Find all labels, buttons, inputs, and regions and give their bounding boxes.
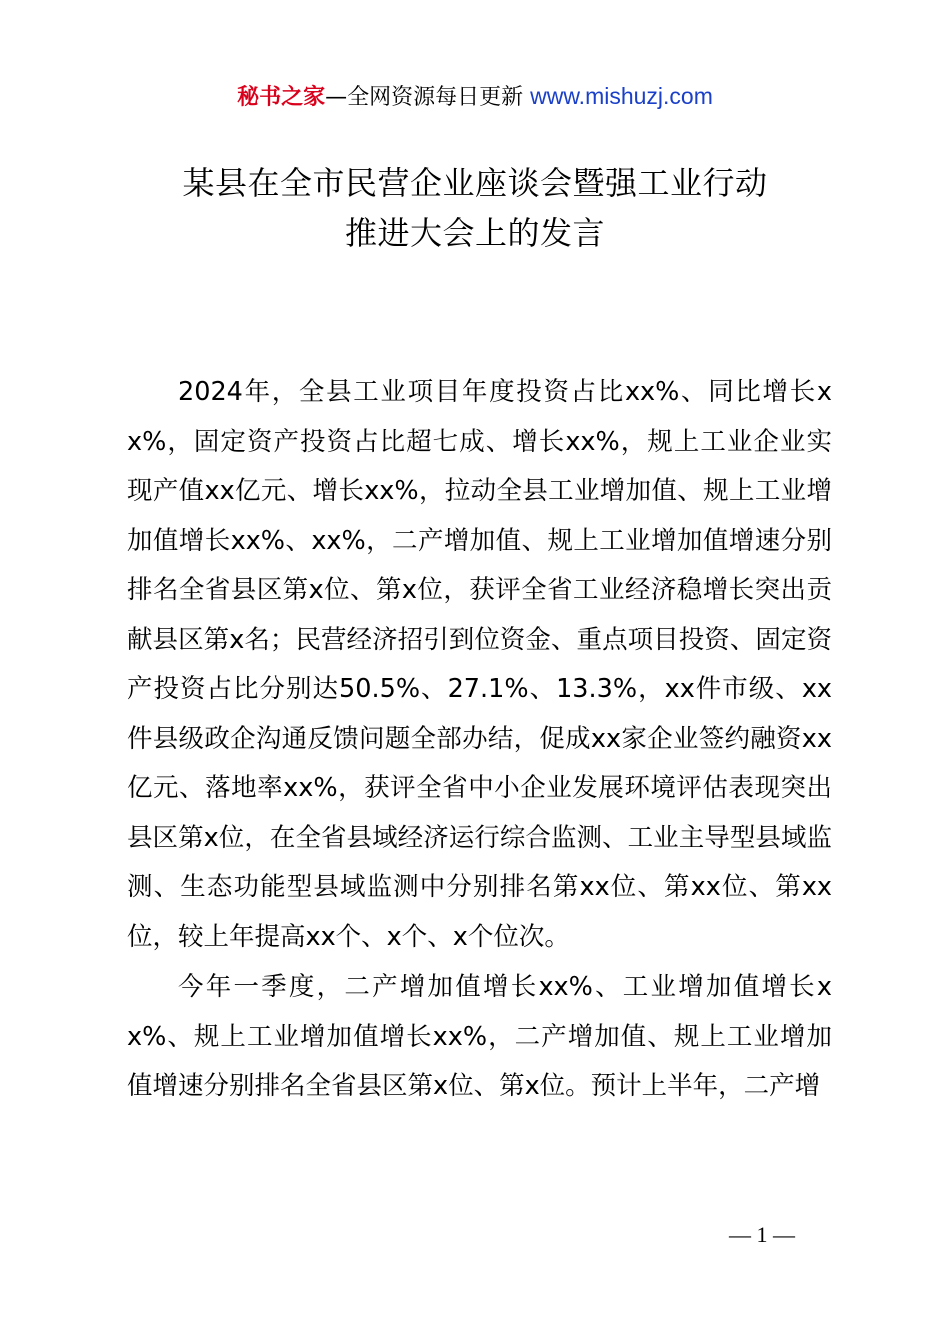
site-url[interactable]: www.mishuzj.com <box>530 83 713 109</box>
document-body <box>127 368 832 1113</box>
site-brand: 秘书之家 <box>237 85 326 110</box>
page-number: — 1 — <box>729 1222 795 1247</box>
site-tagline: —全网资源每日更新 <box>325 85 531 110</box>
title-line-1: 某县在全市民营企业座谈会暨强工业行动 <box>182 164 768 202</box>
title-line-2: 推进大会上的发言 <box>344 214 605 252</box>
paragraph-2: 今年一季度，二产增加值增长xx%、工业增加值增长xx%、规上工业增加值增长xx%，二产增加值、规上工业增加值增速分别排名全省县区第x位、第x位。预计上半年，二产增 <box>127 972 832 1101</box>
paragraph-1: 2024年，全县工业项目年度投资占比xx%、同比增长xx%，固定资产投资占比超七成、增长xx%，规上工业企业实现产值xx亿元、增长xx%，拉动全县工业增加值、规上工业增加值增长xx%、xx%，二产增加值、规上工业增加值增速分别排名全省县区第x位、第x位，获评全省工业经济稳增长突出贡献县区第x名；民营经济招引到位资金、重点项目投资、固定资产投资占比分别达50.5%、27.1%、13.3%，xx件市级、xx件县级政企沟通反馈问题全部办结，促成xx家企业签约融资xx亿元、落地率xx%，获评全省中小企业发展环境评估表现突出县区第x位，在全省县域经济运行综合监测、工业主导型县域监测、生态功能型县域监测中分别排名第xx位、第xx位、第xx位，较上年提高xx个、x个、x个位次。 <box>127 377 832 952</box>
document-title <box>0 158 950 258</box>
watermark-header <box>0 80 950 114</box>
